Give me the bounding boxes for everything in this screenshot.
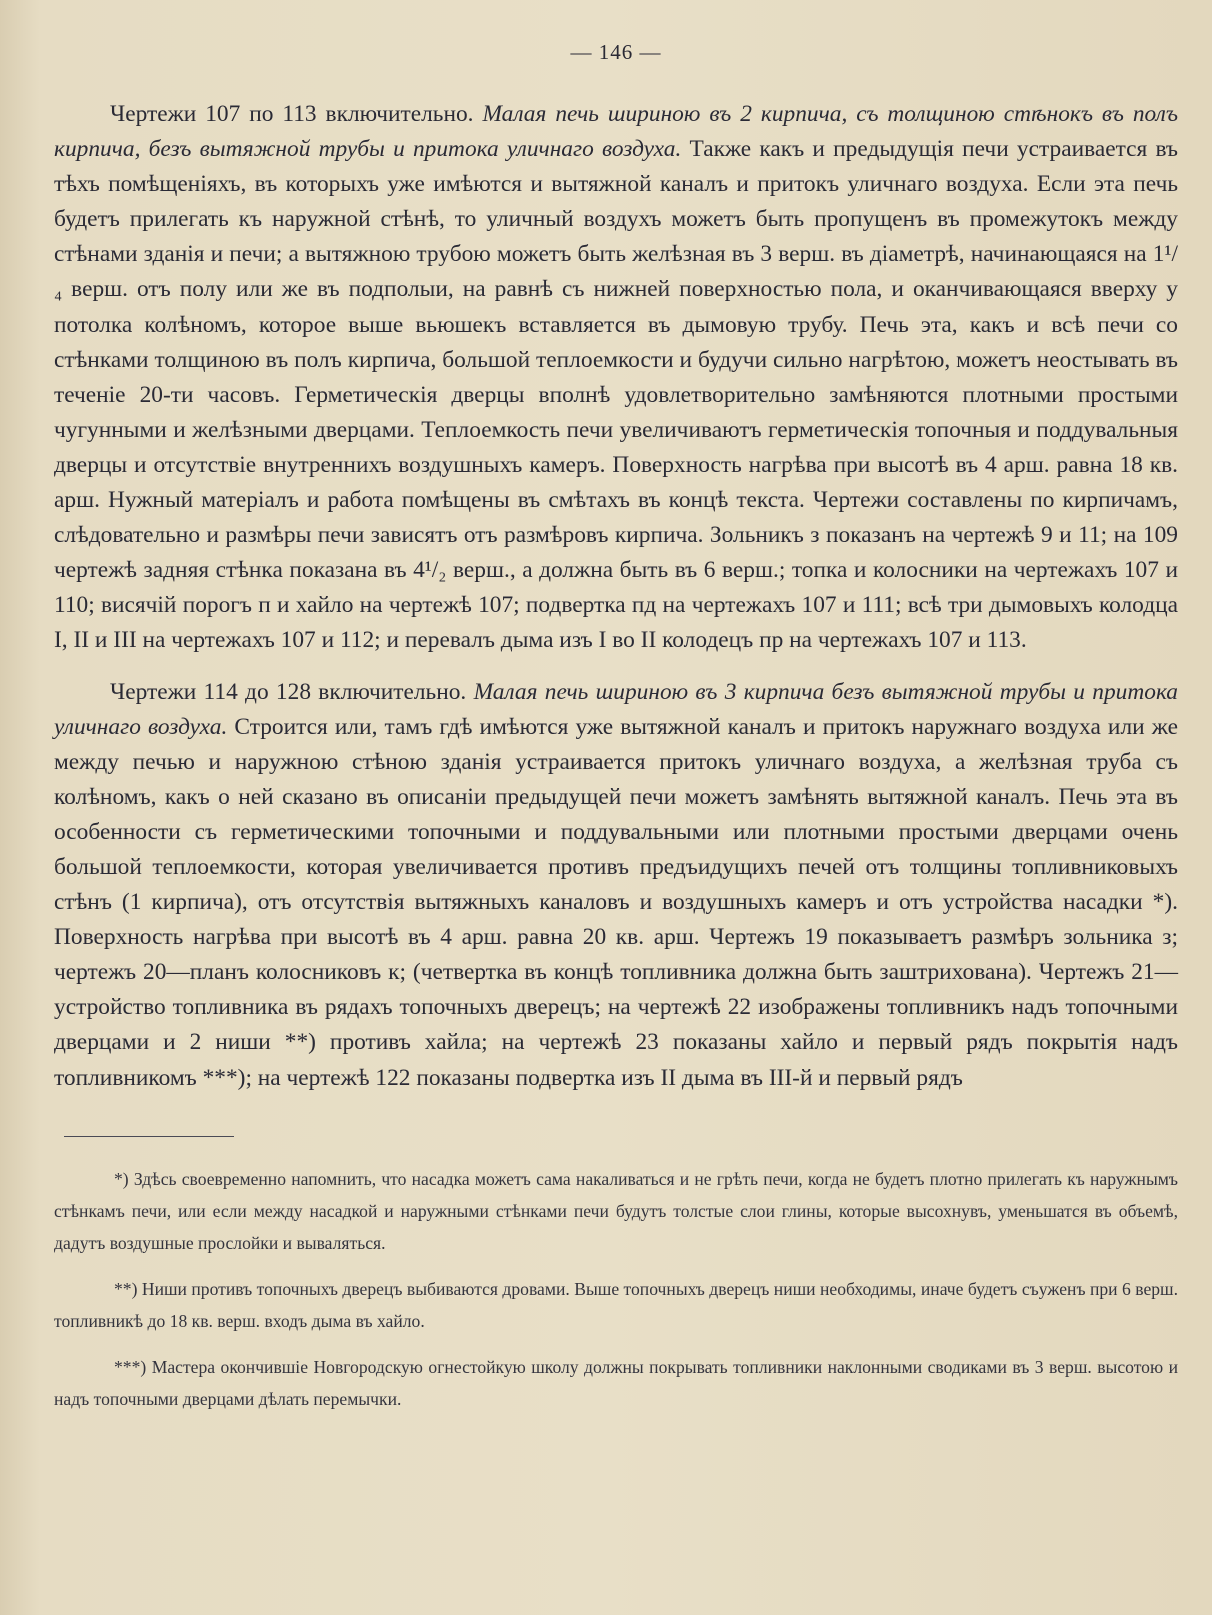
paragraph-body: Строится или, тамъ гдѣ имѣются уже вытяжной каналъ и притокъ наружнаго воздуха или же между печью и наружною стѣною зданія устраивается притокъ уличнаго воздуха, а желѣзная труба съ колѣномъ, какъ о ней сказано въ описаніи предыдущей печи можетъ замѣнять вытяжной каналъ. Печь эта въ особенности съ герметическими топочными и поддувальными или плотными простыми дверцами очень большой теплоемкости, которая увеличивается противъ предъидущихъ печей отъ толщины топливниковыхъ стѣнъ (1 кирпича), отъ отсутствія вытяжныхъ каналовъ и воздушныхъ камеръ и отъ устройства насадки *). Поверхность нагрѣва при высотѣ въ 4 арш. равна 20 кв. арш. Чертежъ 19 показываетъ размѣръ зольника з; чертежъ 20—планъ колосниковъ к; (четвертка въ концѣ топливника должна быть заштрихована). Чертежъ 21—устройство топливника въ рядахъ топочныхъ дверецъ; на чертежѣ 22 изображены топливникъ надъ топочными дверцами и 2 ниши **) противъ хайла; на чертежѣ 23 показаны хайло и первый рядъ покрытія надъ топливникомъ ***); на чертежѣ 122 показаны подвертка изъ II дыма въ III-й и первый рядъ: [54, 713, 1178, 1091]
paragraph-stove-114-128: [54, 675, 1178, 1096]
paragraph-stove-107-113: [54, 97, 1178, 659]
footnote-separator: [64, 1136, 234, 1137]
footnote-2: **) Ниши противъ топочныхъ дверецъ выбиваются дровами. Выше топочныхъ дверецъ ниши необходимы, иначе будетъ съуженъ при 6 верш. топливникѣ до 18 кв. верш. входъ дыма въ хайло.: [54, 1278, 1178, 1331]
paragraph-italic-heading: Малая печь шириною въ 2 кирпича, съ толщиною стѣнокъ въ полъ кирпича, безъ вытяжной трубы и притока уличнаго воздуха.: [54, 101, 1178, 163]
footnote-1: *) Здѣсь своевременно напомнить, что насадка можетъ сама накаливаться и не грѣть печи, когда не будетъ плотно прилегать къ наружнымъ стѣнкамъ печи, или если между насадкой и наружными стѣнками печи будутъ толстые слои глины, которые высохнувъ, уменьшатся въ объемѣ, дадутъ воздушные прослойки и вываляться.: [54, 1168, 1178, 1253]
paragraph-italic-heading: Малая печь шириною въ 3 кирпича безъ вытяжной трубы и притока уличнаго воздуха.: [54, 678, 1178, 740]
page-number: — 146 —: [570, 40, 662, 64]
paragraph-body: Также какъ и предыдущія печи устраивается въ тѣхъ помѣщеніяхъ, въ которыхъ уже имѣются и вытяжной каналъ и притокъ уличнаго воздуха. Если эта печь будетъ прилегать къ наружной стѣнѣ, то уличный воздухъ можетъ быть пропущенъ въ промежутокъ между стѣнами зданія и печи; а вытяжною трубою можетъ быть желѣзная въ 3 верш. въ діаметрѣ, начинающаяся на 1¹/₄ верш. отъ полу или же въ подполыи, на равнѣ съ нижней поверхностью пола, и оканчивающаяся вверху у потолка колѣномъ, которое выше вьюшекъ вставляется въ дымовую трубу. Печь эта, какъ и всѣ печи со стѣнками толщиною въ полъ кирпича, большой теплоемкости и будучи сильно нагрѣтою, можетъ неостывать въ теченіе 20-ти часовъ. Герметическія дверцы вполнѣ удовлетворительно замѣняются плотными простыми чугунными и желѣзными дверцами. Теплоемкость печи увеличиваютъ герметическія топочныя и поддувальныя дверцы и отсутствіе внутреннихъ воздушныхъ камеръ. Поверхность нагрѣва при высотѣ въ 4 арш. равна 18 кв. арш. Нужный матеріалъ и работа помѣщены въ смѣтахъ въ концѣ текста. Чертежи составлены по кирпичамъ, слѣдовательно и размѣры печи зависятъ отъ размѣровъ кирпича. Зольникъ з показанъ на чертежѣ 9 и 11; на 109 чертежѣ задняя стѣнка показана въ 4¹/₂ верш., а должна быть въ 6 верш.; топка и колосники на чертежахъ 107 и 110; висячій порогъ п и хайло на чертежѣ 107; подвертка пд на чертежахъ 107 и 111; всѣ три дымовыхъ колодца I, II и III на чертежахъ 107 и 112; и перевалъ дыма изъ I во II колодецъ пр на чертежахъ 107 и 113.: [54, 136, 1178, 654]
paragraph-lead: Чертежи 107 по 113 включительно.: [110, 101, 474, 127]
paragraph-lead: Чертежи 114 до 128 включительно.: [110, 678, 467, 705]
footnote-3: ***) Мастера окончившіе Новгородскую огнестойкую школу должны покрывать топливники наклонными сводиками въ 3 верш. высотою и надъ топочными дверцами дѣлать перемычки.: [54, 1356, 1178, 1409]
